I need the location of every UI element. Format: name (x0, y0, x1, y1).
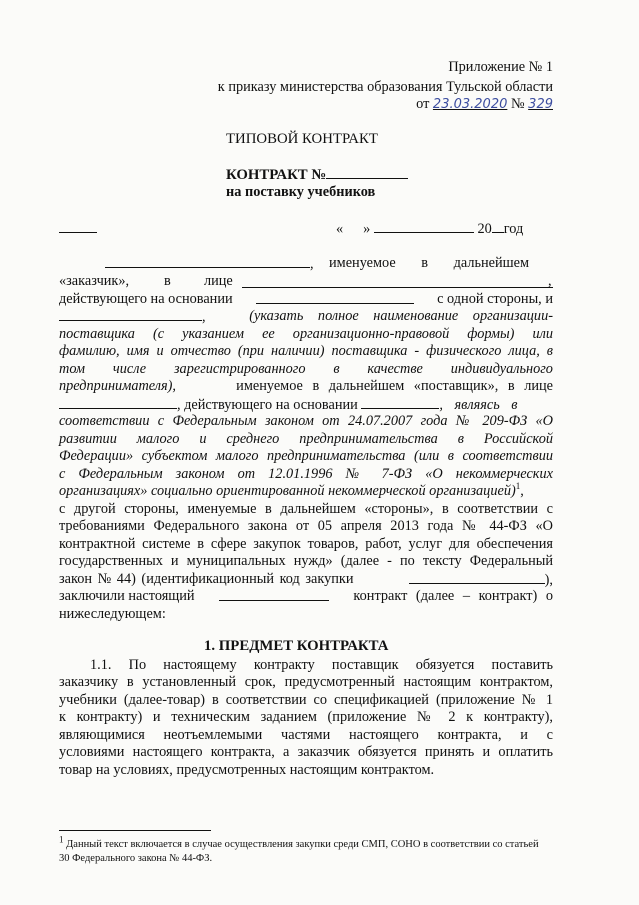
contract-kind-blank (219, 588, 329, 601)
preamble-l3a: действующего на основании (59, 291, 233, 307)
procurement-code-blank (409, 571, 545, 584)
preamble-l17: контрактной системе в сфере закупок товаров, работ, услуг для обеспечения (59, 536, 553, 552)
preamble-l18: государственных и муниципальных нужд» (далее - по тексту Федеральный (59, 553, 553, 569)
supplier-name-blank (59, 308, 202, 321)
number-prefix: № (510, 96, 525, 112)
section1-p7: товар на условиях, предусмотренных настоящим контрактом. (59, 762, 435, 778)
customer-name-blank: , (105, 255, 314, 273)
preamble-l14-text: организациях» социально ориентированной некоммерческой организацией) (59, 483, 516, 499)
preamble-l7 (59, 361, 553, 378)
footnote-line1 (59, 834, 539, 851)
preamble-l2a: «заказчик», (59, 273, 130, 289)
month-blank (374, 220, 474, 233)
footnote-text-1: Данный текст включается в случае осуществления закупки среди СМП, СОНО в соответствии со статьей (66, 839, 539, 850)
preamble-l4-text: (указать полное наименование организации- (249, 308, 553, 324)
handwritten-number: 329 (528, 97, 553, 112)
customer-representative-blank (242, 275, 553, 288)
year-suffix: год (503, 221, 524, 237)
preamble-l3 (59, 291, 553, 308)
section1-p2: заказчику в установленный срок, предусмотренный настоящим контрактом, (59, 674, 553, 690)
section1-p6: условиями настоящего контракта, а заказчик обязуется принять и оплатить (59, 744, 553, 760)
footnote-mark: 1 (59, 834, 64, 845)
date-line (336, 220, 523, 238)
preamble-l11: развитии малого и среднего предпринимательства в Российской (59, 431, 553, 447)
appendix-label: Приложение № 1 (448, 59, 553, 75)
preamble-l10: соответствии с Федеральным законом от 24.07.2007 года № 209-ФЗ «О (59, 413, 553, 429)
preamble-l2b: в (164, 273, 171, 289)
preamble-l6: фамилию, имя и отчество (при наличии) поставщика - физического лица, в (59, 343, 553, 359)
footnote-ref: 1 (515, 481, 521, 492)
preamble-l9a: , действующего на основании (177, 397, 358, 413)
preamble-l7f: индивидуального (450, 361, 553, 377)
preamble-l16: требованиями Федерального закона от 05 апреля 2013 года № 44-ФЗ «О (59, 518, 553, 534)
preamble-l2c: лице (204, 273, 233, 289)
preamble-l7e: качестве (367, 361, 423, 377)
preamble-l4: , (указать полное наименование организации- (59, 308, 553, 326)
preamble-l19a: закон № 44) (идентификационный код закупки (59, 571, 354, 587)
preamble-l20a: заключили настоящий (59, 588, 195, 604)
preamble-l3b: с одной стороны, и (437, 291, 553, 307)
section1-heading: 1. ПРЕДМЕТ КОНТРАКТА (204, 638, 389, 654)
customer-basis-blank (256, 291, 414, 304)
preamble-l14-end: , (520, 483, 524, 499)
section1-p5: являющимися неотъемлемыми частями настоящего контракта, и с (59, 727, 553, 743)
preamble-l14 (59, 483, 524, 500)
preamble-l19 (59, 571, 553, 589)
preamble-l7b: числе (112, 361, 147, 377)
preamble-l8b: именуемое в дальнейшем «поставщик», в лице (236, 378, 553, 394)
preamble-l21: нижеследующем: (59, 606, 166, 622)
city-blank (59, 220, 97, 238)
contract-title (226, 166, 408, 184)
preamble-l9b: , являясь в (439, 397, 518, 413)
supplier-basis-blank (361, 396, 439, 409)
preamble-l13: с Федеральным законом от 12.01.1996 № 7-ФЗ «О некоммерческих (59, 466, 553, 482)
preamble-l7c: зарегистрированного (173, 361, 306, 377)
preamble-l15: с другой стороны, именуемые в дальнейшем «стороны», в соответствии с (59, 501, 553, 517)
preamble-l20b: контракт (далее – контракт) о (353, 588, 553, 604)
order-date-line (416, 96, 553, 113)
preamble-l19b: ), (544, 572, 553, 588)
contract-title-text: КОНТРАКТ № (226, 167, 327, 183)
handwritten-date: 23.03.2020 (432, 97, 508, 112)
section1-p4: к контракту) и техническим заданием (приложение № 2 к контракту), (59, 709, 553, 725)
preamble-l5: поставщика (с указанием ее организационно-правовой формы) или (59, 326, 553, 342)
preamble-l7d: в (333, 361, 340, 377)
section1-p3: учебники (далее-товар) в соответствии со спецификацией (приложение № 1 (59, 692, 553, 708)
year-blank (492, 220, 504, 233)
quote-close: » (363, 221, 371, 237)
year-prefix: 20 (477, 221, 492, 237)
preamble-l9 (59, 396, 553, 414)
quote-open: « (336, 221, 344, 237)
preamble-l2-comma: , (548, 273, 552, 289)
date-prefix: от (416, 96, 430, 112)
preamble-l12: Федерации» субъектом малого предпринимательства (или в соответствии (59, 448, 553, 464)
footnote-line2: 30 Федерального закона № 44-ФЗ. (59, 853, 213, 864)
preamble-l2 (59, 273, 233, 290)
preamble-l8 (59, 378, 553, 395)
preamble-l1 (329, 255, 553, 272)
supplier-representative-blank (59, 396, 177, 409)
contract-subtitle: на поставку учебников (226, 184, 376, 200)
preamble-l1-text: именуемое в дальнейшем (329, 255, 530, 271)
order-line: к приказу министерства образования Тульской области (217, 79, 553, 95)
section1-p1: 1.1. По настоящему контракту поставщик обязуется поставить (90, 657, 553, 673)
contract-number-blank (326, 166, 408, 179)
preamble-l20 (59, 588, 553, 605)
preamble-l8a: предпринимателя), (59, 378, 177, 394)
doc-type: ТИПОВОЙ КОНТРАКТ (226, 131, 378, 147)
footnote-separator (59, 830, 211, 831)
preamble-l7a: том (59, 361, 86, 377)
